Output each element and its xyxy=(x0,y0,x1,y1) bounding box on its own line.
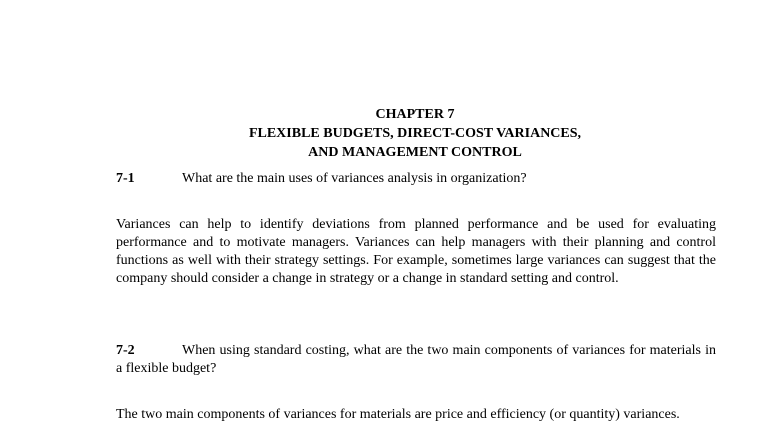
question-text: What are the main uses of variances analysis in organization? xyxy=(182,171,527,186)
question-text: When using standard costing, what are the two main components of variances for materials in a flexible budget? xyxy=(116,343,716,376)
question-number: 7-1 xyxy=(116,171,135,186)
answer-7-2: The two main components of variances for materials are price and efficiency (or quantity) variances. xyxy=(116,407,680,422)
chapter-number: CHAPTER 7 xyxy=(375,107,455,122)
chapter-title-line1: FLEXIBLE BUDGETS, DIRECT-COST VARIANCES, xyxy=(248,126,582,141)
question-number: 7-2 xyxy=(116,343,135,358)
question-7-1 xyxy=(116,170,716,188)
chapter-title-line2: AND MANAGEMENT CONTROL xyxy=(308,145,522,160)
question-7-2 xyxy=(116,342,716,378)
answer-7-1: Variances can help to identify deviations from planned performance and be used for evaluating performance and to motivate managers. Variances can help managers with their planning and control functions as well with their strategy settings. For example, sometimes large variances can suggest that the company should consider a change in strategy or a change in standard setting and control. xyxy=(116,217,716,286)
